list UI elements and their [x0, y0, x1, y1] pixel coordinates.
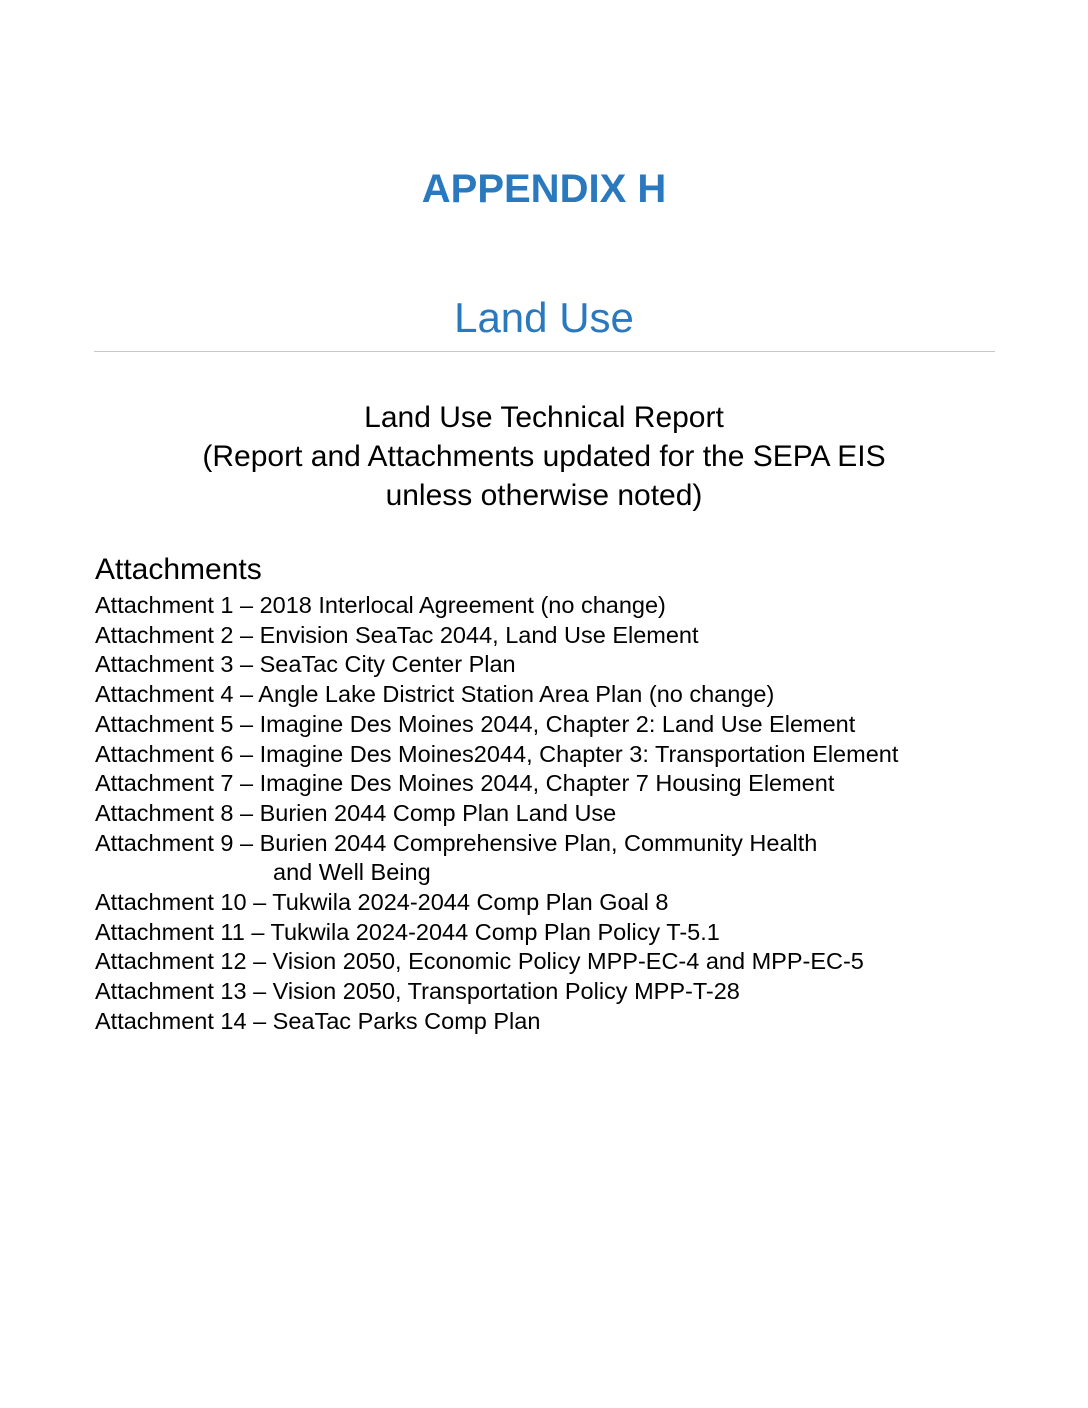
attachment-item-13: Attachment 13 – Vision 2050, Transportation Policy MPP-T-28: [95, 978, 740, 1005]
attachments-heading: Attachments: [95, 553, 262, 586]
attachment-item-10: Attachment 10 – Tukwila 2024-2044 Comp Plan Goal 8: [95, 889, 669, 916]
attachment-item-3: Attachment 3 – SeaTac City Center Plan: [95, 651, 516, 678]
attachment-item-12: Attachment 12 – Vision 2050, Economic Policy MPP-EC-4 and MPP-EC-5: [95, 948, 864, 975]
attachments-list: [95, 591, 898, 1037]
attachment-item-1: Attachment 1 – 2018 Interlocal Agreement (no change): [95, 592, 666, 618]
appendix-title: APPENDIX H: [421, 167, 667, 211]
attachment-item-8: Attachment 8 – Burien 2044 Comp Plan Land Use: [95, 799, 617, 826]
report-line-2: (Report and Attachments updated for the SEPA EIS: [202, 440, 886, 473]
report-line-3: unless otherwise noted): [385, 479, 703, 512]
attachment-item-11: Attachment 11 – Tukwila 2024-2044 Comp Plan Policy T-5.1: [95, 918, 720, 945]
attachment-item-9-continuation: and Well Being: [273, 859, 431, 886]
report-description: [0, 398, 1088, 515]
attachment-item-7: Attachment 7 – Imagine Des Moines 2044, Chapter 7 Housing Element: [95, 770, 835, 797]
attachment-item-2: Attachment 2 – Envision SeaTac 2044, Land Use Element: [95, 621, 699, 648]
attachment-item-14: Attachment 14 – SeaTac Parks Comp Plan: [95, 1007, 541, 1034]
attachment-item-9-text: Attachment 9 – Burien 2044 Comprehensive Plan, Community Health: [95, 829, 818, 856]
title-divider: [94, 351, 995, 352]
report-line-1: Land Use Technical Report: [364, 401, 724, 434]
attachment-item-9: [95, 829, 898, 888]
attachment-item-6: Attachment 6 – Imagine Des Moines2044, Chapter 3: Transportation Element: [95, 740, 899, 767]
attachment-item-5: Attachment 5 – Imagine Des Moines 2044, Chapter 2: Land Use Element: [95, 710, 856, 737]
section-title: Land Use: [454, 294, 634, 341]
attachment-item-4: Attachment 4 – Angle Lake District Station Area Plan (no change): [95, 681, 775, 708]
